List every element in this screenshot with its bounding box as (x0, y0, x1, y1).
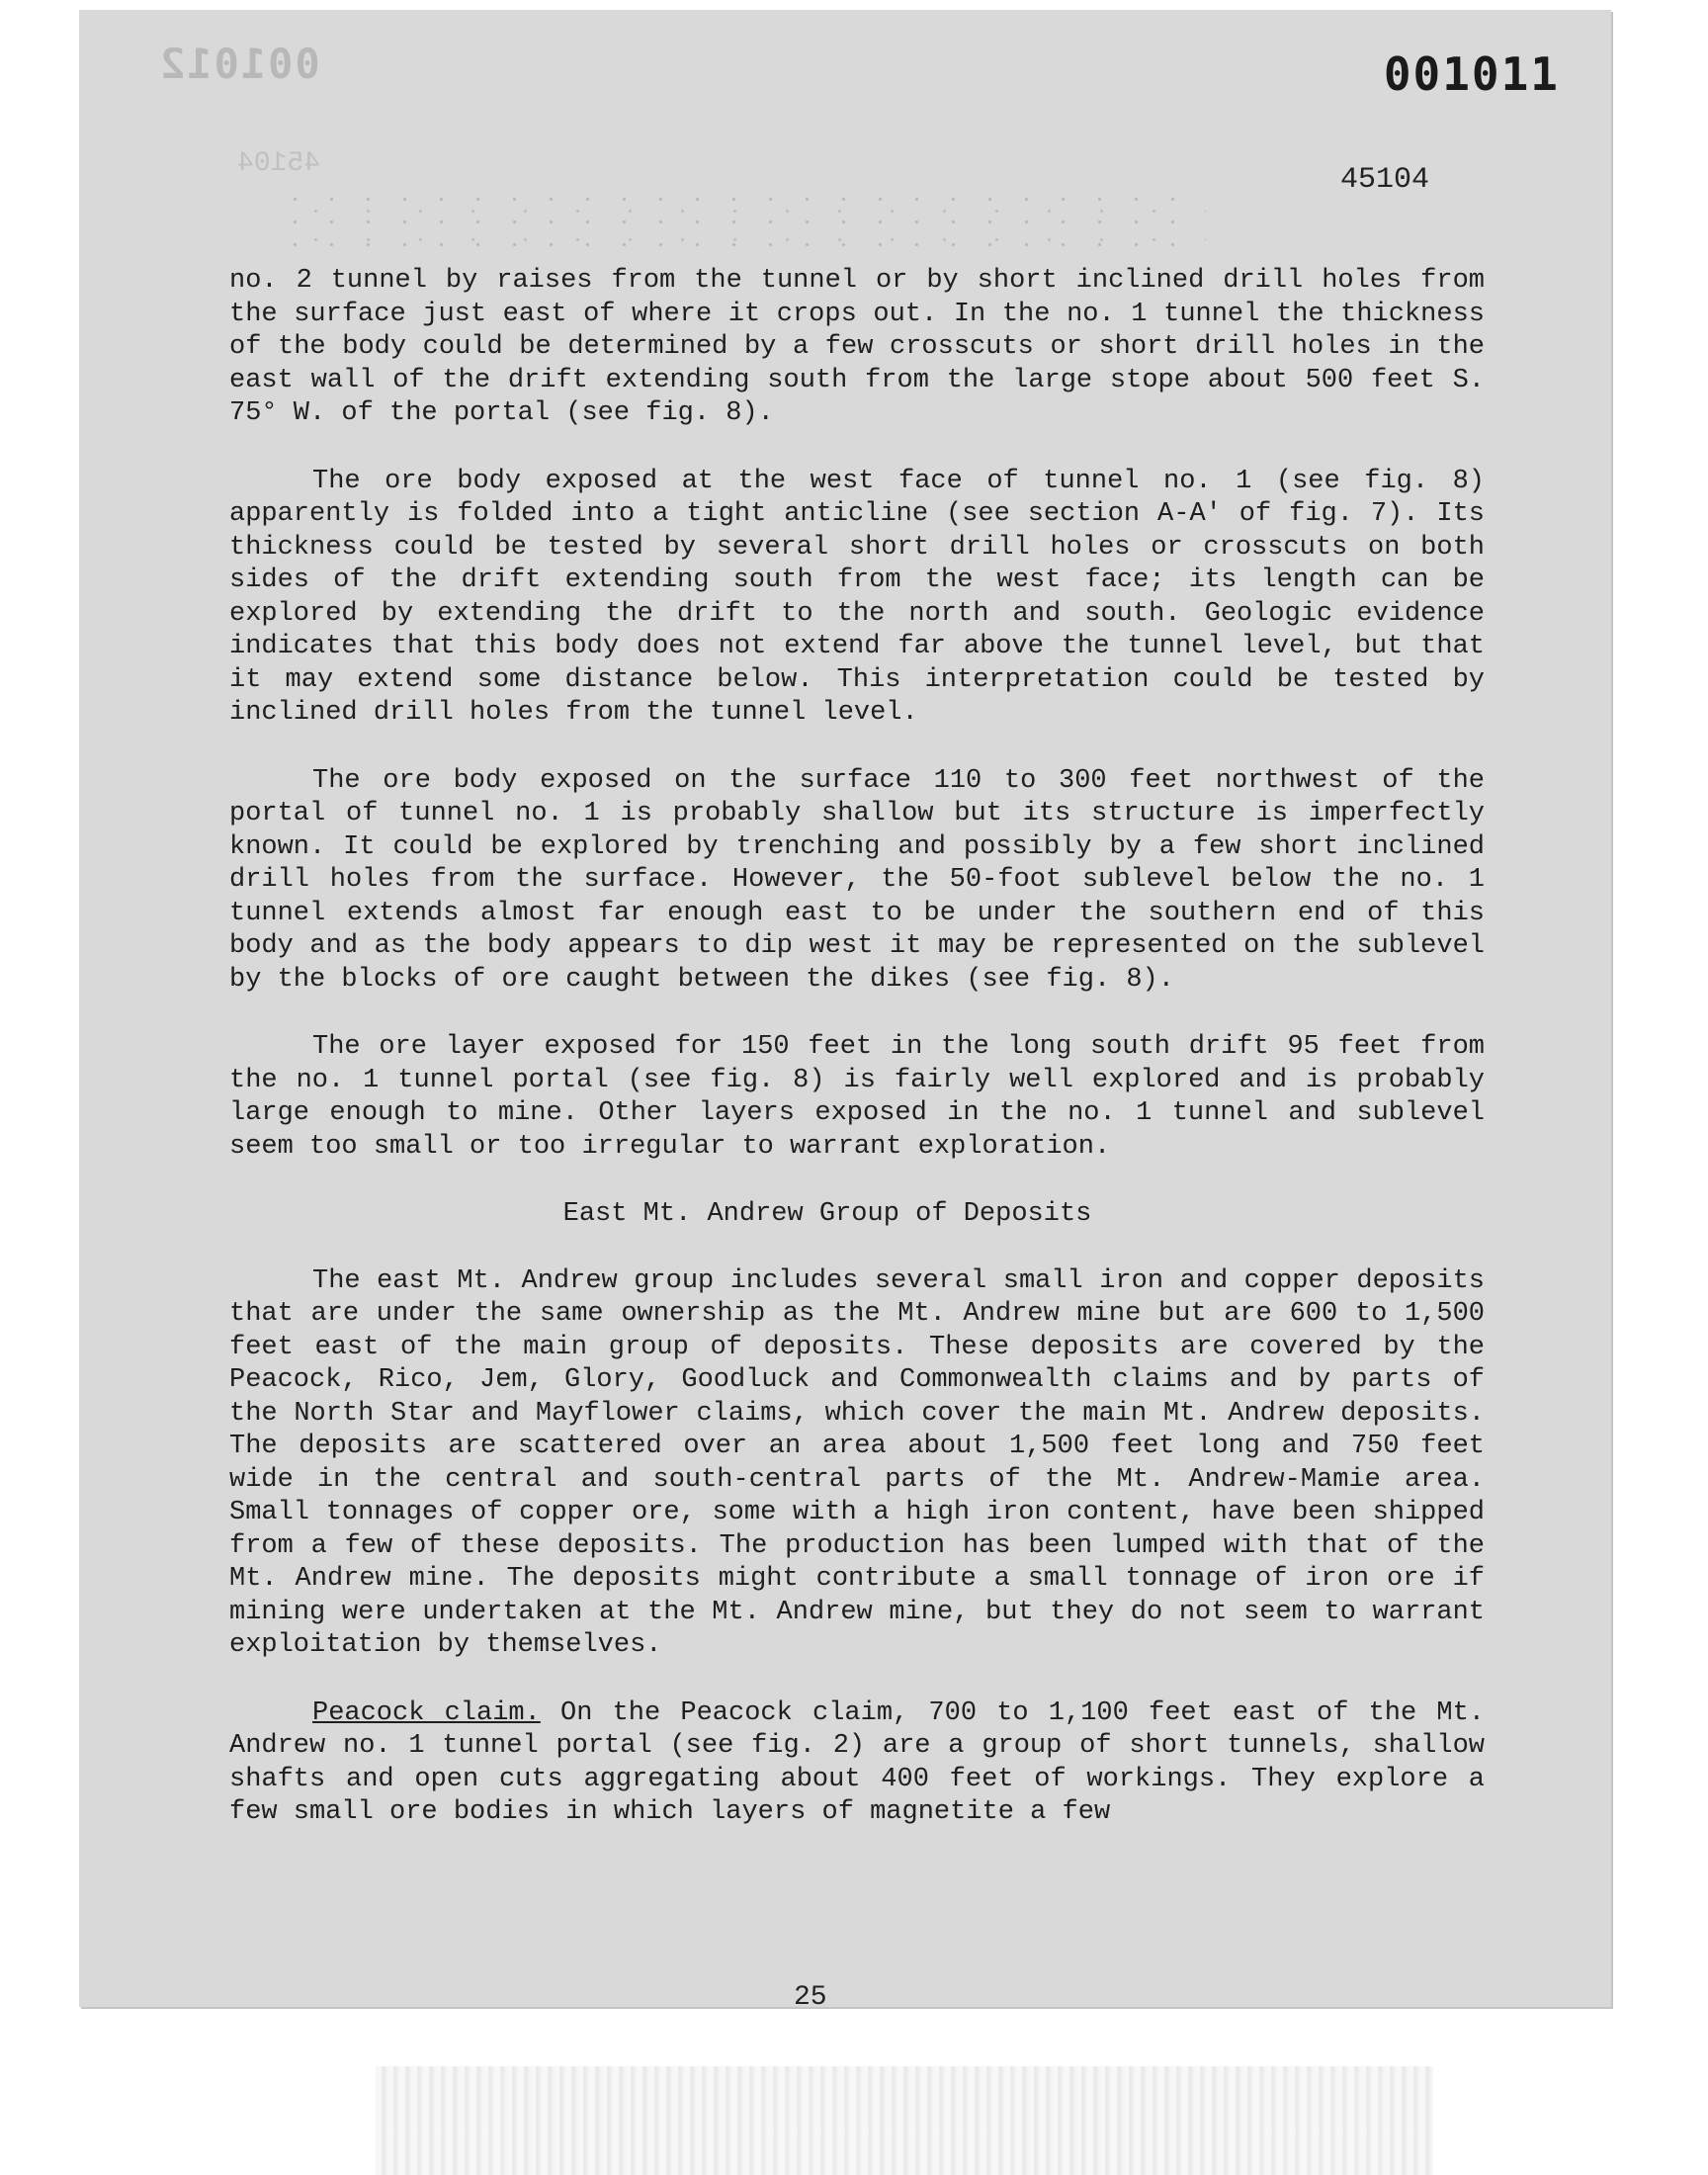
scan-edge-strip (376, 2066, 1433, 2175)
paragraph-east-group: The east Mt. Andrew group includes several small iron and copper deposits that are under the same ownership as the Mt. Andrew mine but are 600 to 1,500 feet east of the main group of deposits. These deposits are covered by the Peacock, Rico, Jem, Glory, Goodluck and Commonwealth claims and by parts of the North Star and Mayflower claims, which cover the main Mt. Andrew deposits. The deposits are scattered over an area about 1,500 feet long and 750 feet wide in the central and south-central parts of the Mt. Andrew-Mamie area. Small tonnages of copper ore, some with a high iron content, have been shipped from a few of these deposits. The production has been lumped with that of the Mt. Andrew mine. The deposits might contribute a small tonnage of iron ore if mining were undertaken at the Mt. Andrew mine, but they do not seem to warrant exploitation by themselves. (229, 1265, 1485, 1660)
paragraph-surface-ore-body: The ore body exposed on the surface 110 to 300 feet northwest of the portal of tunnel no. 1 is probably shallow but its structure is imperfectly known. It could be explored by trenching and possibly by a few short inclined drill holes from the surface. However, the 50-foot sublevel below the no. 1 tunnel extends almost far enough east to be under the southern end of this body and as the body appears to dip west it may be represented on the sublevel by the blocks of ore caught between the dikes (see fig. 8). (229, 765, 1485, 995)
paragraph-ore-layer: The ore layer exposed for 150 feet in the long south drift 95 feet from the no. 1 tunnel portal (see fig. 8) is fairly well explored and is probably large enough to mine. Other layers exposed in the no. 1 tunnel and sublevel seem too small or too irregular to warrant exploration. (229, 1032, 1485, 1162)
bleed-through-document-number: 001012 (158, 40, 320, 88)
bleed-through-reference-number: 45104 (237, 148, 321, 179)
section-heading: East Mt. Andrew Group of Deposits (562, 1199, 1092, 1229)
document-number: 001011 (1383, 47, 1560, 101)
peacock-claim-text: On the Peacock claim, 700 to 1,100 feet east of the Mt. Andrew no. 1 tunnel portal (see fig. 2) are a group of short tunnels, shallow shafts and open cuts aggregating about 400 feet of workings. They explore a few small ore bodies in which layers of magnetite a few (229, 1697, 1485, 1827)
peacock-claim-title: Peacock claim. (312, 1697, 541, 1728)
page-number: 25 (794, 1982, 827, 2013)
paragraph-continuation: no. 2 tunnel by raises from the tunnel or by short inclined drill holes from the surface just east of where it crops out. In the no. 1 tunnel the thickness of the body could be determined by a few crosscuts or short drill holes in the east wall of the drift extending south from the large stope about 500 feet S. 75° W. of the portal (see fig. 8). (229, 266, 1485, 428)
paragraph-peacock-claim (229, 1697, 1485, 1830)
scan-speckle (277, 188, 1206, 247)
reference-number: 45104 (1339, 163, 1429, 197)
paragraph-west-face: The ore body exposed at the west face of tunnel no. 1 (see fig. 8) apparently is folded into a tight anticline (see section A-A' of fig. 7). Its thickness could be tested by several short drill holes or crosscuts on both sides of the drift extending south from the west face; its length can be explored by extending the drift to the north and south. Geologic evidence indicates that this body does not extend far above the tunnel level, but that it may extend some distance below. This interpretation could be tested by inclined drill holes from the tunnel level. (229, 466, 1485, 728)
body-text (229, 265, 1485, 1865)
